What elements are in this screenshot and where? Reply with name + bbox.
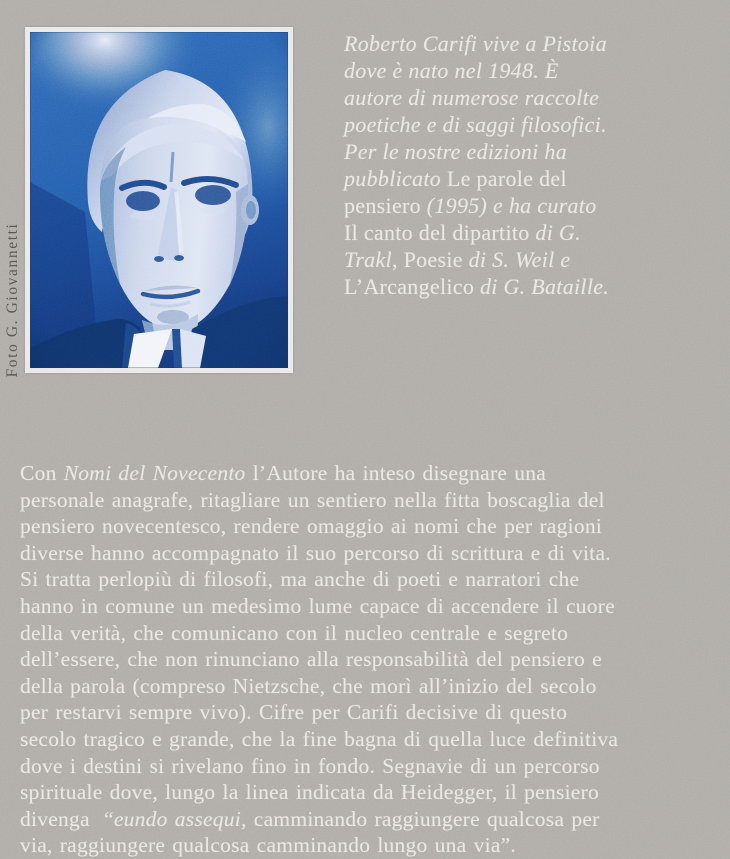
text-line: pensiero (1995) e ha curato bbox=[344, 193, 597, 218]
text-line: Trakl, Poesie di S. Weil e bbox=[344, 247, 571, 272]
text-line: poetiche e di saggi filosofici. bbox=[344, 112, 607, 137]
photo-credit: Foto G. Giovannetti bbox=[4, 222, 21, 378]
text-line: dell’essere, che non rinunciano alla responsabilità del pensiero e bbox=[20, 647, 602, 672]
back-cover-text bbox=[20, 460, 726, 859]
author-photo bbox=[25, 27, 293, 373]
text-line: diverse hanno accompagnato il suo percorso di scrittura e di vita. bbox=[20, 540, 611, 565]
text-line: Si tratta perlopiù di filosofi, ma anche di poeti e narratori che bbox=[20, 567, 580, 592]
text-line: dove è nato nel 1948. È bbox=[344, 58, 559, 83]
text-line: autore di numerose raccolte bbox=[344, 85, 600, 110]
text-line: dove i destini si rivelano fino in fondo. Segnavie di un percorso bbox=[20, 753, 600, 778]
text-line: per restarvi sempre vivo). Cifre per Carifi decisive di questo bbox=[20, 700, 568, 725]
text-line: L’Arcangelico di G. Bataille. bbox=[344, 274, 610, 299]
text-line: Con Nomi del Novecento l’Autore ha inteso disegnare una bbox=[20, 461, 547, 485]
text-line: personale anagrafe, ritagliare un sentiero nella fitta boscaglia del bbox=[20, 487, 605, 512]
text-line: spirituale dove, lungo la linea indicata da Heidegger, il pensiero bbox=[20, 780, 599, 805]
text-line: Roberto Carifi vive a Pistoia bbox=[344, 31, 607, 56]
text-line: pubblicato Le parole del bbox=[344, 166, 567, 191]
text-line: Il canto del dipartito di G. bbox=[344, 220, 581, 245]
text-line: divenga “eundo assequi, camminando raggiungere qualcosa per bbox=[20, 806, 600, 831]
portrait-illustration bbox=[30, 32, 288, 368]
text-line: secolo tragico e grande, che la fine bagna di quella luce definitiva bbox=[20, 726, 619, 751]
text-line: pensiero novecentesco, rendere omaggio ai nomi che per ragioni bbox=[20, 514, 603, 539]
author-bio bbox=[344, 30, 726, 300]
text-line: della parola (compreso Nietzsche, che morì all’inizio del secolo bbox=[20, 673, 597, 698]
text-line: della verità, che comunicano con il nucleo centrale e segreto bbox=[20, 620, 569, 645]
text-line: hanno in comune un medesimo lume capace di accendere il cuore bbox=[20, 593, 615, 618]
text-line: via, raggiungere qualcosa camminando lungo una via”. bbox=[20, 833, 517, 858]
text-line: Per le nostre edizioni ha bbox=[344, 139, 567, 164]
